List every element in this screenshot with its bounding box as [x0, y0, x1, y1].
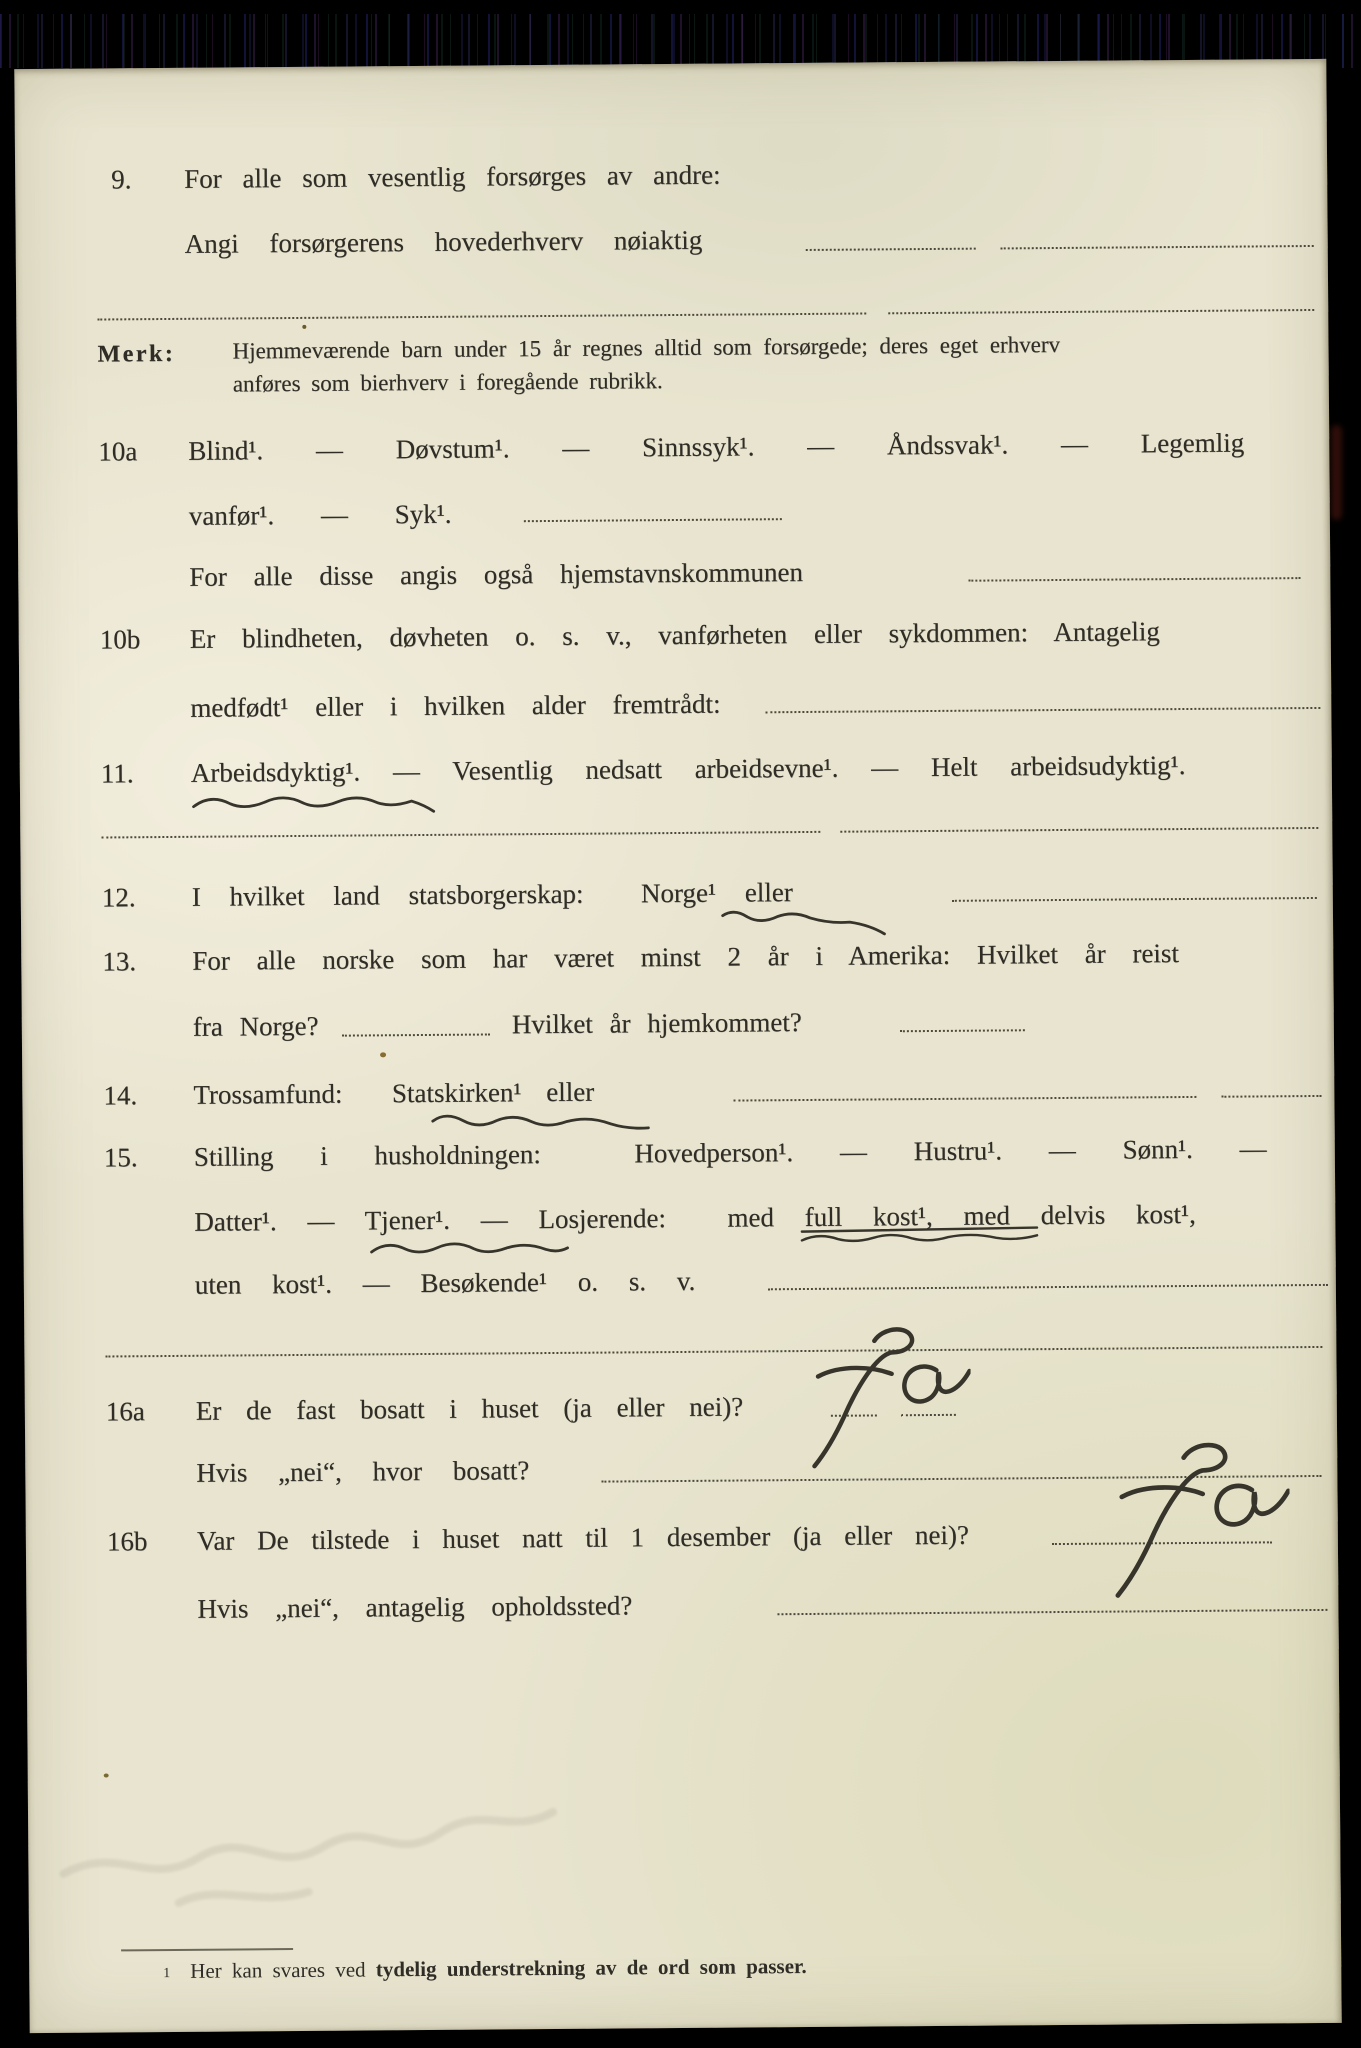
- footnote-text-regular: Her kan svares ved: [190, 1957, 376, 1983]
- q12-number: 12.: [101, 882, 136, 913]
- q13-line2a: fra Norge?: [192, 1010, 319, 1042]
- q15-number: 15.: [103, 1142, 138, 1173]
- q9-answer-dots: [806, 248, 976, 251]
- pen-underline-statskirken: [430, 1108, 650, 1138]
- q16a-line1: Er de fast bosatt i huset (ja eller nei)?: [195, 1391, 744, 1426]
- q14-number: 14.: [103, 1080, 138, 1111]
- q16a-line2: Hvis „nei“, hvor bosatt?: [196, 1455, 530, 1488]
- q12-answer-dots: [952, 897, 1317, 902]
- paper-speck: [302, 325, 306, 329]
- q9-line1: For alle som vesentlig forsørges av andre:: [184, 159, 721, 194]
- q9-line2: Angi forsørgerens hovederhverv nøiaktig: [184, 224, 703, 259]
- pen-underline-norge: [721, 905, 886, 936]
- q15-line3: uten kost¹. — Besøkende¹ o. s. v.: [194, 1265, 696, 1300]
- q14-line1: Trossamfund: Statskirken¹ eller: [193, 1076, 595, 1110]
- handwritten-answer-q16a: [810, 1322, 971, 1475]
- footnote-rule: [121, 1948, 293, 1951]
- q10a-answer-dots: [524, 518, 782, 522]
- q13-answer-dots: [342, 1033, 490, 1036]
- q10a-note-dots: [968, 577, 1300, 582]
- q16b-line2: Hvis „nei“, antagelig opholdssted?: [197, 1590, 633, 1624]
- q10a-line1: Blind¹. — Døvstum¹. — Sinnssyk¹. — Åndssvak¹. — Legemlig: [188, 427, 1245, 466]
- scan-red-smudge: [1331, 425, 1342, 520]
- section-dotted-rule: [105, 1346, 1322, 1358]
- q13-number: 13.: [102, 946, 137, 977]
- pen-underline-tjener: [369, 1235, 569, 1263]
- handwritten-answer-q16b: [1113, 1435, 1290, 1606]
- q10b-line2: medfødt¹ eller i hvilken alder fremtrådt:: [190, 688, 721, 723]
- q15-line1: Stilling i husholdningen: Hovedperson¹. — Hustru¹. — Sønn¹. —: [193, 1133, 1267, 1172]
- q13-line2b: Hvilket år hjemkommet?: [511, 1007, 802, 1040]
- footnote-text-bold: tydelig understrekning av de ord som passer.: [375, 1954, 807, 1982]
- section-dotted-rule: [840, 827, 1318, 833]
- q10a-note: For alle disse angis også hjemstavnskommunen: [189, 557, 804, 592]
- q15-line2: Datter¹. — Tjener¹. — Losjerende: med full kost¹, med delvis kost¹,: [194, 1198, 1196, 1237]
- pen-underline-arbeidsdyktig: [191, 788, 436, 816]
- q13-answer-dots: [900, 1029, 1025, 1032]
- paper-speck: [380, 1052, 386, 1057]
- q16b-line1: Var De tilstede i huset natt til 1 desember (ja eller nei)?: [196, 1519, 969, 1556]
- q10b-line1: Er blindheten, døvheten o. s. v., vanførheten eller sykdommen: Antagelig: [189, 616, 1160, 654]
- q14-answer-dots: [1221, 1095, 1321, 1098]
- ink-bleed-through: [57, 1730, 579, 1934]
- paper-speck: [104, 1773, 109, 1777]
- merk-line1: Hjemmeværende barn under 15 år regnes alltid som forsørgede; deres eget erhverv: [232, 331, 1061, 364]
- merk-label: Merk:: [97, 340, 176, 368]
- q16b-sub-dots: [777, 1609, 1327, 1615]
- q14-answer-dots: [733, 1096, 1196, 1102]
- q16a-number: 16a: [105, 1396, 145, 1427]
- q9-number: 9.: [111, 164, 132, 195]
- census-form-page: [14, 59, 1341, 2033]
- q11-number: 11.: [100, 758, 134, 789]
- q11-line1: Arbeidsdyktig¹. — Vesentlig nedsatt arbeidsevne¹. — Helt arbeidsudyktig¹.: [190, 750, 1186, 788]
- q10a-number: 10a: [98, 436, 138, 467]
- q10b-answer-dots: [765, 707, 1320, 713]
- q10b-number: 10b: [99, 624, 141, 655]
- q9-answer-dots: [1001, 245, 1314, 249]
- merk-line2: anføres som bierhverv i foregående rubrikk.: [232, 368, 663, 397]
- footnote-marker: 1: [163, 1966, 171, 1982]
- footnote-text: [190, 1954, 807, 1984]
- section-dotted-rule: [101, 831, 820, 839]
- section-dotted-rule: [97, 312, 866, 320]
- q15-answer-dots: [768, 1284, 1328, 1290]
- q13-line1: For alle norske som har været minst 2 år i Amerika: Hvilket år reist: [192, 938, 1179, 976]
- section-dotted-rule: [888, 309, 1314, 314]
- q10a-line2: vanfør¹. — Syk¹.: [188, 498, 452, 531]
- pen-underline-med-full-kost: [799, 1223, 1039, 1247]
- q16b-number: 16b: [106, 1526, 148, 1557]
- q12-line1: I hvilket land statsborgerskap: Norge¹ eller: [191, 877, 793, 912]
